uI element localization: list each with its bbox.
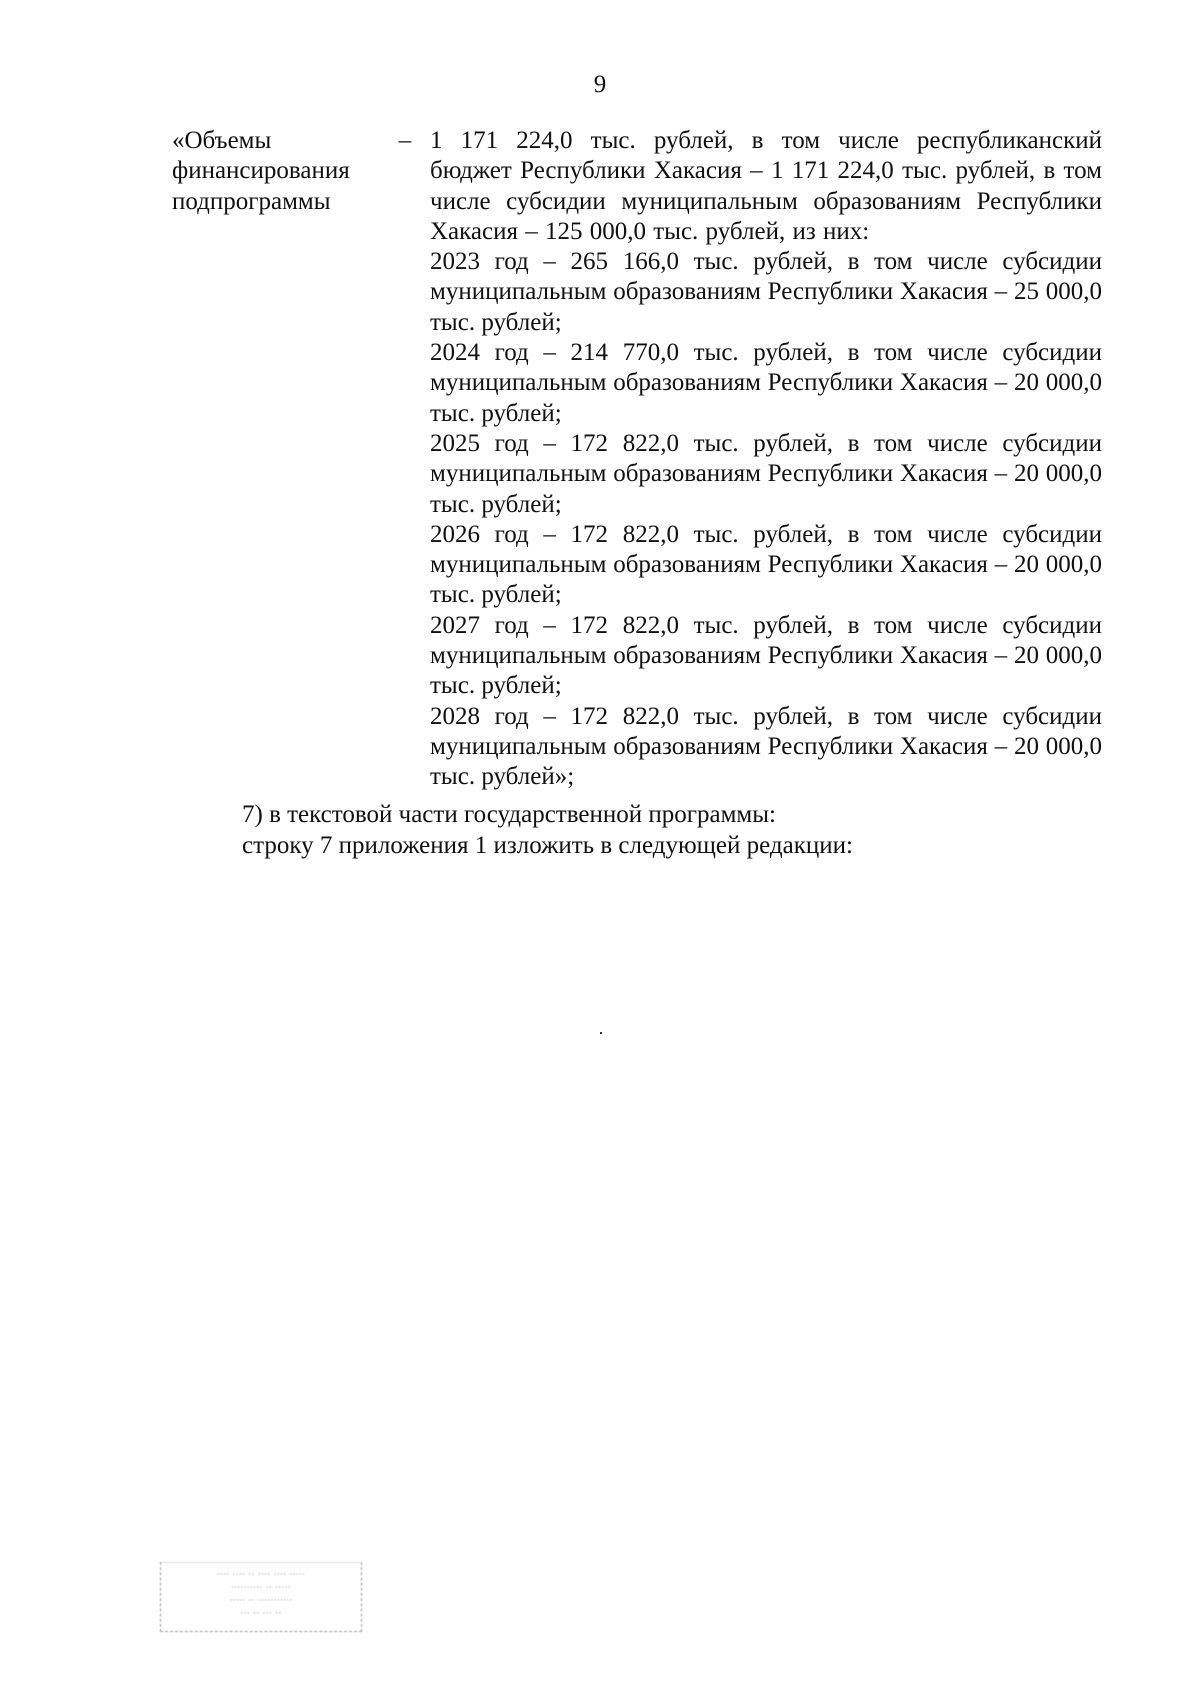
amendment-block bbox=[242, 800, 1102, 861]
amendment-instruction: строку 7 приложения 1 изложить в следующей редакции: bbox=[242, 831, 853, 859]
row-dash: – bbox=[398, 127, 412, 154]
funding-year-paragraph: 2024 год – 214 770,0 тыс. рублей, в том числе субсидии муниципальным образованиям Республики Хакасия – 20 000,0 тыс. рублей; bbox=[430, 339, 1102, 427]
row-label-line: «Объемы bbox=[172, 127, 272, 154]
row-value bbox=[430, 126, 1102, 793]
row-label bbox=[172, 126, 392, 217]
page-number: 9 bbox=[593, 71, 607, 98]
amendment-item: 7) в текстовой части государственной программы: bbox=[242, 801, 776, 828]
funding-year-paragraph: 2027 год – 172 822,0 тыс. рублей, в том числе субсидии муниципальным образованиям Республики Хакасия – 20 000,0 тыс. рублей; bbox=[430, 611, 1102, 700]
scan-dot-mark bbox=[600, 1032, 602, 1034]
faded-registration-stamp: ···· ···· ·· ···· ···· ····· ·········· ·· ····· ····· ·· ··········· ··· ·· ··· ·· bbox=[160, 1562, 362, 1632]
funding-year-paragraph: 2025 год – 172 822,0 тыс. рублей, в том числе субсидии муниципальным образованиям Республики Хакасия – 20 000,0 тыс. рублей; bbox=[430, 429, 1102, 518]
row-label-line: финансирования bbox=[172, 157, 350, 185]
funding-year-paragraph: 2028 год – 172 822,0 тыс. рублей, в том числе субсидии муниципальным образованиям Республики Хакасия – 20 000,0 тыс. рублей»; bbox=[430, 702, 1102, 791]
row-label-line: подпрограммы bbox=[172, 187, 331, 215]
funding-year-paragraph: 2023 год – 265 166,0 тыс. рублей, в том числе субсидии муниципальным образованиям Республики Хакасия – 25 000,0 тыс. рублей; bbox=[430, 248, 1102, 336]
funding-year-paragraph: 2026 год – 172 822,0 тыс. рублей, в том числе субсидии муниципальным образованиям Республики Хакасия – 20 000,0 тыс. рублей; bbox=[430, 520, 1102, 609]
funding-total-paragraph: 1 171 224,0 тыс. рублей, в том числе республиканский бюджет Республики Хакасия – 1 171 224,0 тыс. рублей, в том числе субсидии муниципальным образованиям Республики Хакасия – 125 000,0 тыс. рублей, из них: bbox=[430, 127, 1102, 245]
